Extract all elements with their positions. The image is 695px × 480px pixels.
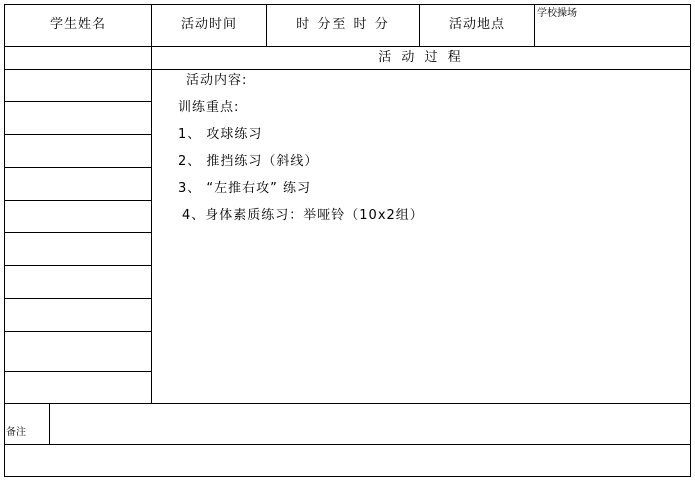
process-title-row-bottom [4, 69, 691, 70]
table-border-left [4, 4, 5, 477]
process-line-item-4: 4、身体素质练习：举哑铃（10x2组） [182, 208, 424, 223]
name-row-divider [4, 232, 152, 233]
activity-location-label: 活动地点 [448, 17, 505, 32]
process-line-content-heading: 活动内容: [186, 73, 248, 88]
activity-time-value: 时 分至 时 分 [296, 17, 390, 32]
remarks-label-divider [49, 403, 50, 445]
activity-time-label: 活动时间 [180, 17, 237, 32]
name-row-divider [4, 200, 152, 201]
header-divider-location [534, 4, 535, 47]
name-row-divider [4, 265, 152, 266]
process-line-item-3: 3、 “左推右攻” 练习 [178, 181, 312, 196]
remarks-row-bottom [4, 444, 691, 445]
name-row-divider [4, 331, 152, 332]
name-row-divider [4, 134, 152, 135]
name-row-divider [4, 167, 152, 168]
table-border-right [690, 4, 691, 477]
process-line-item-2: 2、 推挡练习（斜线） [178, 154, 319, 169]
name-row-divider [4, 371, 152, 372]
student-name-label: 学生姓名 [49, 17, 106, 32]
process-title: 活 动 过 程 [378, 50, 464, 65]
name-row-divider [4, 298, 152, 299]
process-area-bottom [4, 403, 691, 404]
process-line-item-1: 1、 攻球练习 [178, 127, 263, 142]
name-row-divider [4, 101, 152, 102]
remarks-label: 备注 [6, 427, 26, 438]
activity-location-value: 学校操场 [537, 8, 577, 19]
header-row-bottom [4, 46, 691, 47]
table-border-bottom [4, 476, 691, 477]
process-line-focus-heading: 训练重点: [178, 100, 240, 115]
table-border-top [4, 4, 691, 5]
